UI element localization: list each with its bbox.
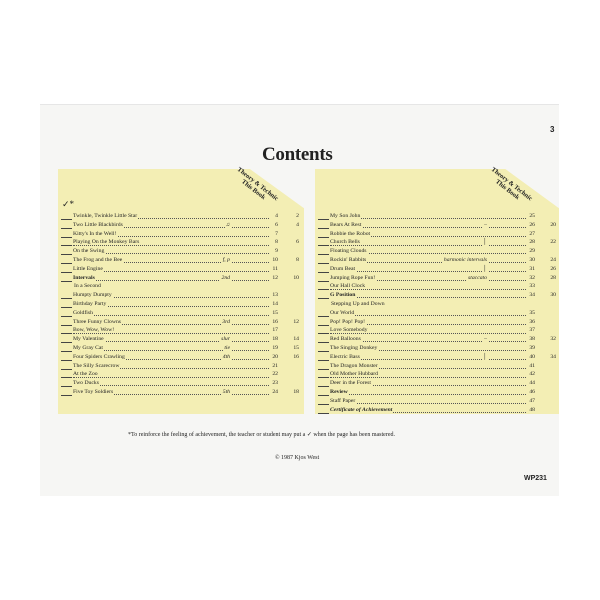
toc-entry-title: Bow, Wow, Wow! [73, 327, 115, 334]
checkmark-line [61, 254, 72, 255]
toc-entry [73, 230, 299, 239]
checkmark-line [318, 237, 329, 238]
dot-leader [330, 271, 526, 272]
toc-entry [73, 353, 299, 362]
toc-entry-page: 27 [529, 230, 535, 237]
toc-entry-title: Humpty Dumpty [73, 292, 112, 299]
toc-entry-theory-page: 20 [550, 221, 556, 228]
checkmark-line [61, 245, 72, 246]
toc-entry-page: 10 [272, 256, 278, 263]
toc-entry-page: 16 [272, 318, 278, 325]
toc-entry-page: 32 [529, 274, 535, 281]
toc-entry-theory-page: 15 [293, 344, 299, 351]
toc-entry-title: The Dragon Monster [330, 362, 378, 369]
toc-entry-page: 33 [529, 283, 535, 290]
column-header-right: Theory & Technic This Book [489, 166, 534, 203]
toc-entry-note: harmonic intervals [443, 256, 487, 263]
dot-leader [330, 297, 526, 298]
toc-entry-title: Twinkle, Twinkle Little Star [73, 213, 138, 219]
toc-entry-page: 20 [272, 353, 278, 360]
checkmark-line [61, 298, 72, 299]
toc-entry-title: Bears At Rest [330, 221, 362, 228]
toc-entry-title: Little Engine [73, 265, 103, 272]
toc-list-right [330, 212, 556, 414]
checkmark-line [61, 369, 72, 370]
dot-leader [73, 385, 269, 386]
toc-entry [330, 379, 556, 388]
toc-entry-title: Two Little Blackbirds [73, 221, 123, 228]
toc-entry-title: Our Hall Clock [330, 283, 366, 290]
checkmark-line [318, 404, 329, 405]
toc-entry-page: 31 [529, 265, 535, 272]
toc-entry [73, 282, 299, 291]
toc-entry-title: Five Toy Soldiers [73, 388, 114, 395]
checkmark-line [61, 237, 72, 238]
toc-entry [330, 265, 556, 274]
toc-entry [73, 370, 299, 379]
toc-entry-theory-page: 34 [550, 353, 556, 360]
checkmark-line [61, 219, 72, 220]
toc-entry-theory-page: 16 [293, 353, 299, 360]
toc-entry [330, 247, 556, 256]
toc-entry-note: staccato [468, 274, 487, 281]
checkmark-line [61, 360, 72, 361]
toc-entry [73, 379, 299, 388]
toc-entry-page: 41 [529, 362, 535, 369]
toc-entry-title: At the Zoo [73, 371, 98, 378]
toc-entry-title: Church Bells [330, 239, 360, 246]
toc-entry-page: 34 [529, 292, 535, 299]
toc-entry-page: 24 [272, 388, 278, 395]
toc-entry-theory-page: 2 [296, 213, 299, 219]
toc-entry [330, 238, 556, 247]
toc-entry-title: Drum Beat [330, 265, 356, 272]
toc-entry-page: 13 [272, 292, 278, 299]
toc-entry-page: 37 [529, 327, 535, 334]
toc-entry [73, 362, 299, 371]
checkmark-line [61, 386, 72, 387]
toc-entry-title: G Position [330, 292, 356, 299]
toc-entry [330, 335, 556, 344]
toc-entry-theory-page: 4 [296, 221, 299, 228]
toc-list-left [73, 212, 299, 397]
toc-entry-theory-page: 28 [550, 274, 556, 281]
toc-entry-page: 18 [272, 336, 278, 343]
toc-entry-title: Jumping Rope Fun! [330, 274, 376, 281]
toc-entry-title: Three Funny Clowns [73, 318, 122, 325]
dot-leader [330, 403, 526, 404]
checkmark-line [318, 281, 329, 282]
toc-entry-theory-page: 8 [296, 256, 299, 263]
checkmark-line [318, 254, 329, 255]
toc-entry-page: 29 [529, 248, 535, 255]
toc-entry-note: │ [483, 265, 487, 272]
toc-entry [330, 353, 556, 362]
checkmark-line [318, 351, 329, 352]
checkmark-line [61, 351, 72, 352]
toc-entry-title: Old Mother Hubbard [330, 371, 379, 378]
toc-entry [73, 309, 299, 318]
toc-entry-theory-page: 32 [550, 336, 556, 343]
toc-entry-page: 48 [529, 406, 535, 413]
dot-leader [330, 315, 526, 316]
toc-entry-note: 3rd [222, 318, 230, 325]
toc-entry-page: 21 [272, 362, 278, 369]
toc-entry-page: 35 [529, 309, 535, 316]
toc-entry [330, 221, 556, 230]
toc-entry-theory-page: 12 [293, 318, 299, 325]
toc-entry-title: Red Balloons [330, 336, 361, 343]
checkmark-line [318, 342, 329, 343]
checkmark-line [318, 228, 329, 229]
toc-entry [330, 406, 556, 415]
toc-entry [330, 326, 556, 335]
toc-entry [73, 238, 299, 247]
checkmark-line [61, 228, 72, 229]
toc-entry-page: 4 [275, 213, 278, 219]
toc-entry-theory-page: 10 [293, 274, 299, 281]
toc-entry [330, 300, 556, 309]
toc-entry-title: The Frog and the Bee [73, 256, 123, 263]
toc-entry [73, 335, 299, 344]
toc-entry-title: My Valentine [73, 336, 104, 343]
toc-entry-theory-page: 22 [550, 239, 556, 246]
toc-entry-note: 2nd [221, 274, 230, 281]
toc-entry-page: 23 [272, 380, 278, 387]
toc-entry [73, 300, 299, 309]
toc-entry-page: 9 [275, 248, 278, 255]
toc-entry-page: 25 [529, 213, 535, 219]
checkmark-line [61, 377, 72, 378]
toc-entry [73, 326, 299, 335]
toc-entry [73, 247, 299, 256]
toc-entry-title: My Gray Cat [73, 344, 104, 351]
toc-entry [73, 318, 299, 327]
checkmark-line [318, 325, 329, 326]
toc-entry [330, 212, 556, 221]
toc-entry-note: ♫ [225, 221, 230, 228]
toc-entry-title: Birthday Party [73, 300, 107, 307]
checkmark-line [318, 219, 329, 220]
check-legend: ✓* [62, 199, 75, 209]
toc-entry-page: 39 [529, 344, 535, 351]
toc-entry-page: 38 [529, 336, 535, 343]
toc-entry-theory-page: 14 [293, 336, 299, 343]
toc-entry [73, 256, 299, 265]
checkmark-line [61, 333, 72, 334]
copyright: © 1987 Kjos West [275, 455, 320, 461]
toc-entry-title: Four Spiders Crawling [73, 353, 125, 360]
checkmark-line [318, 289, 329, 290]
dot-leader [73, 377, 269, 378]
toc-entry-page: 40 [529, 353, 535, 360]
toc-entry-page: 47 [529, 397, 535, 404]
toc-entry-theory-page: 6 [296, 239, 299, 246]
toc-entry-title: Deer in the Forest [330, 380, 371, 387]
toc-entry-page: 30 [529, 256, 535, 263]
toc-entry-title: The Singing Donkey [330, 344, 378, 351]
toc-entry-title: Electric Bass [330, 353, 360, 360]
footnote: *To reinforce the feeling of achievement, the teacher or student may put a ✓ when the page has been mastered. [128, 432, 395, 438]
toc-entry-page: 28 [529, 239, 535, 246]
toc-entry-page: 15 [272, 309, 278, 316]
toc-entry-page: 36 [529, 318, 535, 325]
checkmark-line [318, 377, 329, 378]
toc-entry-page: 11 [272, 265, 278, 272]
toc-entry-page: 12 [272, 274, 278, 281]
toc-entry-title: Goldfish [73, 309, 93, 316]
toc-entry [330, 291, 556, 300]
toc-entry [73, 291, 299, 300]
checkmark-line [318, 386, 329, 387]
toc-entry [330, 282, 556, 291]
toc-entry-page: 8 [275, 239, 278, 246]
toc-entry [73, 265, 299, 274]
toc-entry-title: Kitty's In the Well! [73, 230, 117, 237]
toc-entry [330, 362, 556, 371]
toc-entry-title: Pop! Pop! Pop! [330, 318, 366, 325]
toc-entry-theory-page: 18 [293, 388, 299, 395]
toc-entry [330, 388, 556, 397]
toc-entry-title: Staff Paper [330, 397, 356, 404]
toc-entry-title: Intervals [73, 274, 95, 281]
checkmark-line [61, 316, 72, 317]
checkmark-line [61, 325, 72, 326]
toc-entry-title: In a Second [74, 283, 101, 290]
page-number: 3 [550, 125, 555, 134]
toc-entry [330, 397, 556, 406]
toc-entry-page: 14 [272, 300, 278, 307]
toc-entry-title: The Silly Scarecrow [73, 362, 120, 369]
checkmark-line [61, 395, 72, 396]
toc-entry-title: Review [330, 388, 348, 395]
toc-entry [330, 274, 556, 283]
toc-entry-title: Certificate of Achievement [330, 406, 393, 413]
toc-entry [73, 344, 299, 353]
toc-entry-page: 6 [275, 221, 278, 228]
checkmark-line [61, 263, 72, 264]
checkmark-line [318, 360, 329, 361]
toc-entry-note: f, p [222, 256, 230, 263]
toc-entry-note: 5th [222, 388, 230, 395]
page-title: Contents [262, 144, 333, 165]
toc-entry-page: 26 [529, 221, 535, 228]
toc-entry [330, 344, 556, 353]
toc-entry-note: tie [224, 344, 230, 351]
toc-entry-page: 42 [529, 371, 535, 378]
toc-entry-title: Stepping Up and Down [331, 300, 385, 307]
toc-entry-title: Playing On the Monkey Bars [73, 239, 140, 246]
toc-entry-title: Rockin' Rabbits [330, 256, 367, 263]
toc-entry-page: 46 [529, 388, 535, 395]
toc-entry-note: – [484, 221, 487, 228]
toc-entry-note: – [484, 336, 487, 343]
checkmark-line [61, 281, 72, 282]
checkmark-line [318, 316, 329, 317]
checkmark-line [318, 413, 329, 414]
toc-entry [330, 256, 556, 265]
checkmark-line [61, 272, 72, 273]
toc-entry-theory-page: 24 [550, 256, 556, 263]
toc-entry-page: 44 [529, 380, 535, 387]
toc-entry-page: 22 [272, 371, 278, 378]
checkmark-line [318, 369, 329, 370]
toc-entry-note: 4th [222, 353, 230, 360]
checkmark-line [318, 263, 329, 264]
toc-entry-title: My Son John [330, 213, 361, 219]
toc-entry [330, 230, 556, 239]
toc-entry-note: │ [483, 239, 487, 246]
dot-leader [73, 280, 269, 281]
toc-entry-title: Two Ducks [73, 380, 99, 387]
checkmark-line [318, 245, 329, 246]
column-header-left: Theory & Technic This Book [235, 166, 280, 203]
toc-entry-theory-page: 26 [550, 265, 556, 272]
toc-entry [330, 309, 556, 318]
checkmark-line [61, 342, 72, 343]
toc-entry-title: On the Swing [73, 248, 105, 255]
toc-entry [330, 318, 556, 327]
toc-entry-title: Robbie the Robot [330, 230, 371, 237]
toc-entry-title: Floating Clouds [330, 248, 367, 255]
toc-entry-title: Our World [330, 309, 355, 316]
toc-entry [73, 221, 299, 230]
toc-entry-note: │ [483, 353, 487, 360]
toc-entry-page: 7 [275, 230, 278, 237]
checkmark-line [318, 395, 329, 396]
checkmark-line [61, 307, 72, 308]
toc-entry [330, 370, 556, 379]
document-code: WP231 [524, 475, 547, 482]
toc-entry-page: 17 [272, 327, 278, 334]
dot-leader [73, 315, 269, 316]
dot-leader [330, 394, 526, 395]
toc-entry-title: Love Somebody [330, 327, 368, 334]
checkmark-line [318, 333, 329, 334]
checkmark-line [318, 272, 329, 273]
toc-entry [73, 274, 299, 283]
toc-entry-page: 19 [272, 344, 278, 351]
toc-entry-theory-page: 30 [550, 292, 556, 299]
toc-entry [73, 212, 299, 221]
toc-entry-note: slur [221, 336, 230, 343]
checkmark-line [318, 298, 329, 299]
toc-entry [73, 388, 299, 397]
